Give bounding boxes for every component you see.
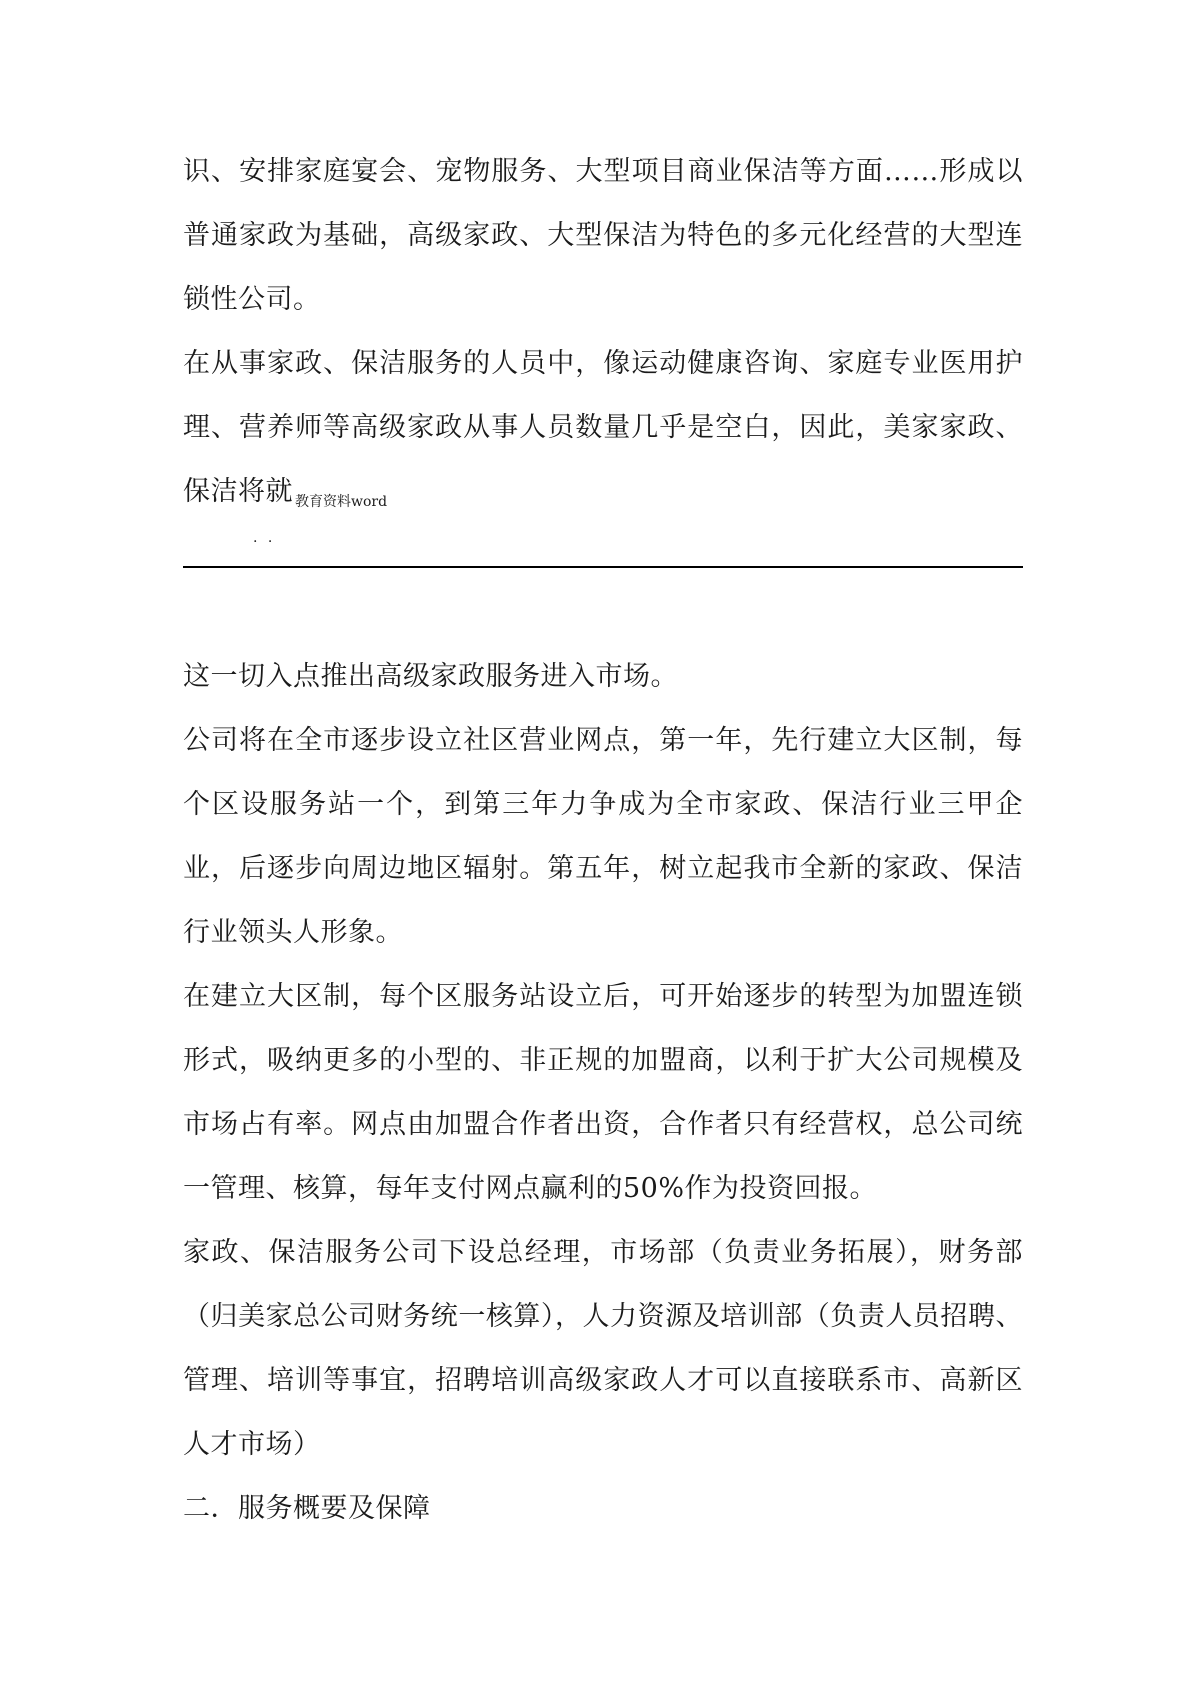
body-paragraph: 在建立大区制，每个区服务站设立后，可开始逐步的转型为加盟连锁形式，吸纳更多的小型的、非正规的加盟商，以利于扩大公司规模及市场占有率。网点由加盟合作者出资，合作者只有经营权，总公司统一管理、核算，每年支付网点赢利的50%作为投资回报。 — [183, 981, 1023, 1204]
body-paragraph: 公司将在全市逐步设立社区营业网点，第一年，先行建立大区制，每个区设服务站一个，到第三年力争成为全市家政、保洁行业三甲企业，后逐步向周边地区辐射。第五年，树立起我市全新的家政、保洁行业领头人形象。 — [183, 725, 1023, 948]
previous-page-text — [183, 140, 1023, 534]
body-paragraph: 识、安排家庭宴会、宠物服务、大型项目商业保洁等方面……形成以普通家政为基础，高级家政、大型保洁为特色的多元化经营的大型连锁性公司。 — [183, 156, 1023, 315]
header-dots: . . — [253, 530, 276, 546]
paragraph-text: 在从事家政、保洁服务的人员中，像运动健康咨询、家庭专业医用护理、营养师等高级家政从事人员数量几乎是空白，因此，美家家政、保洁将就 — [183, 348, 1023, 507]
section-heading: 二．服务概要及保障 — [183, 1493, 431, 1524]
next-page-text — [183, 645, 1023, 1541]
body-paragraph — [183, 332, 1023, 534]
footer-label: 教育资料word — [295, 494, 388, 510]
body-paragraph: 这一切入点推出高级家政服务进入市场。 — [183, 661, 678, 692]
body-paragraph: 家政、保洁服务公司下设总经理，市场部（负责业务拓展），财务部（归美家总公司财务统一核算），人力资源及培训部（负责人员招聘、管理、培训等事宜，招聘培训高级家政人才可以直接联系市、高新区人才市场） — [183, 1237, 1023, 1460]
page-divider-rule — [183, 566, 1023, 568]
